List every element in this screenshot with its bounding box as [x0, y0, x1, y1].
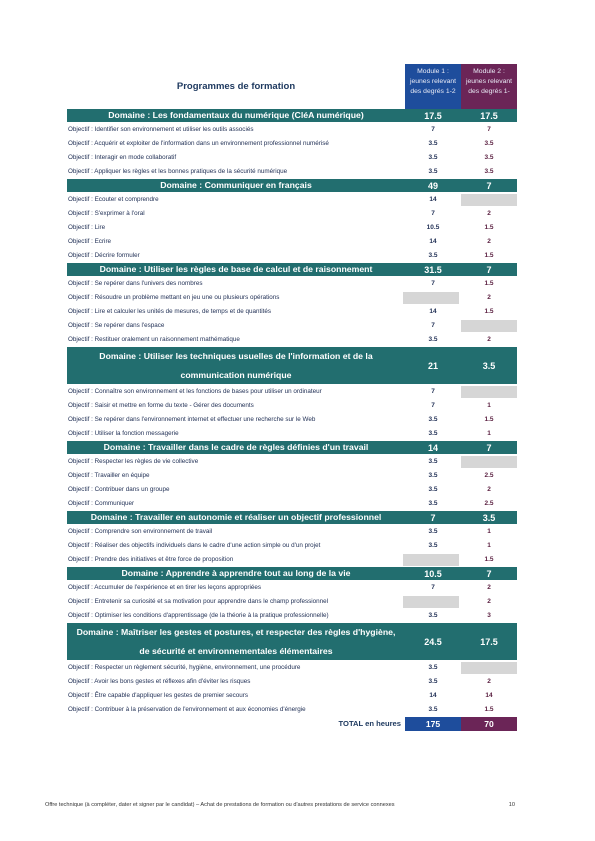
objective-hours-module1: 3.5 — [428, 154, 438, 161]
domain-hours-module1: 24.5 — [424, 636, 442, 647]
objective-row — [67, 123, 517, 137]
domain-hours-module1: 7 — [430, 512, 436, 523]
objective-hours-module1: 3.5 — [428, 528, 438, 535]
objective-row — [67, 319, 517, 333]
domain-hours-module1: 49 — [427, 180, 438, 191]
table-header — [67, 64, 517, 109]
objective-row — [67, 689, 517, 703]
domain-row — [67, 567, 517, 581]
objective-row — [67, 151, 517, 165]
objective-label: Objectif : Se repérer dans l'environnement internet et effectuer une recherche sur le Web — [68, 416, 316, 423]
objective-hours-module2: 1.5 — [484, 556, 494, 563]
objective-label: Objectif : Appliquer les règles et les bonnes pratiques de la sécurité numérique — [68, 168, 288, 175]
domain-label: Domaine : Communiquer en français — [160, 180, 312, 190]
objective-label: Objectif : Contribuer dans un groupe — [68, 486, 170, 493]
objective-hours-module2: 1.5 — [484, 706, 494, 713]
domain-label: Domaine : Apprendre à apprendre tout au long de la vie — [121, 568, 351, 578]
objective-row — [67, 595, 517, 609]
objective-row — [67, 333, 517, 347]
objective-label: Objectif : Optimiser les conditions d'apprentissage (de la théorie à la pratique professionnelle) — [68, 612, 329, 619]
domain-label: Domaine : Maîtriser les gestes et postures, et respecter des règles d'hygiène, de sécurité et environnementales élémentaires — [76, 626, 396, 656]
objective-row — [67, 207, 517, 221]
objective-hours-module2: 1.5 — [484, 280, 494, 287]
domain-row — [67, 347, 517, 385]
objective-hours-module1: 7 — [431, 126, 435, 133]
objective-hours-module1: 3.5 — [428, 458, 438, 465]
domain-row — [67, 109, 517, 123]
objective-hours-module2: 3.5 — [484, 154, 494, 161]
objective-label: Objectif : Contribuer à la préservation de l'environnement et aux économies d'énergie — [68, 706, 306, 713]
objective-row — [67, 137, 517, 151]
domain-hours-module2: 3.5 — [482, 360, 496, 371]
domain-label: Domaine : Les fondamentaux du numérique (CléA numérique) — [108, 110, 364, 120]
objective-label: Objectif : Lire — [68, 224, 106, 231]
objective-hours-module2: 2 — [487, 210, 491, 217]
domain-hours-module2: 7 — [486, 180, 492, 191]
objective-hours-module1: 7 — [431, 280, 435, 287]
objective-hours-module1: 7 — [431, 388, 435, 395]
objective-hours-module2: 2.5 — [484, 500, 494, 507]
objective-row — [67, 609, 517, 623]
objective-label: Objectif : Acquérir et exploiter de l'information dans un environnement professionnel numérisé — [68, 140, 329, 147]
objective-label: Objectif : Décrire formuler — [68, 252, 140, 259]
total-label: TOTAL en heures — [338, 719, 401, 728]
objective-row — [67, 291, 517, 305]
objective-label: Objectif : Se repérer dans l'espace — [68, 322, 165, 329]
objective-label: Objectif : Identifier son environnement et utiliser les outils associés — [68, 126, 254, 133]
objective-label: Objectif : Travailler en équipe — [68, 472, 150, 479]
objective-hours-module1: 3.5 — [428, 336, 438, 343]
objective-hours-module1: 3.5 — [428, 430, 438, 437]
page-footer — [45, 802, 515, 808]
objective-row — [67, 305, 517, 319]
objective-label: Objectif : Connaître son environnement et les fonctions de bases pour utiliser un ordinateur — [68, 388, 322, 395]
module1-header: Module 1 : jeunes relevant des degrés 1-2 — [405, 64, 461, 109]
objective-hours-module2: 14 — [485, 692, 493, 699]
objective-hours-module1: 3.5 — [428, 252, 438, 259]
objective-hours-module1: 3.5 — [428, 612, 438, 619]
objective-row — [67, 525, 517, 539]
objective-row — [67, 455, 517, 469]
objective-label: Objectif : Respecter un règlement sécurité, hygiène, environnement, une procédure — [68, 664, 301, 671]
objective-hours-module1: 3.5 — [428, 416, 438, 423]
objective-hours-module1: 7 — [431, 322, 435, 329]
objective-hours-module1: 14 — [429, 692, 437, 699]
objective-row — [67, 221, 517, 235]
objective-hours-module1: 7 — [431, 402, 435, 409]
domain-hours-module1: 17.5 — [424, 110, 442, 121]
objective-hours-module1: 14 — [429, 238, 437, 245]
objective-hours-module1: 3.5 — [428, 706, 438, 713]
objective-label: Objectif : Se repérer dans l'univers des nombres — [68, 280, 203, 287]
empty-cell-module2 — [461, 194, 517, 206]
empty-cell-module2 — [461, 456, 517, 468]
total-row — [67, 717, 517, 731]
objective-hours-module1: 3.5 — [428, 500, 438, 507]
objective-label: Objectif : Être capable d'appliquer les gestes de premier secours — [68, 692, 249, 699]
objective-row — [67, 661, 517, 675]
objective-hours-module1: 3.5 — [428, 140, 438, 147]
objective-hours-module2: 3.5 — [484, 168, 494, 175]
empty-cell-module2 — [461, 320, 517, 332]
objective-hours-module2: 2 — [487, 336, 491, 343]
objective-label: Objectif : Entretenir sa curiosité et sa motivation pour apprendre dans le champ professionnel — [68, 598, 329, 605]
domain-row — [67, 623, 517, 661]
objective-hours-module2: 1 — [487, 542, 491, 549]
objective-row — [67, 413, 517, 427]
objective-hours-module1: 7 — [431, 210, 435, 217]
domain-label: Domaine : Travailler dans le cadre de règles définies d'un travail — [103, 442, 369, 452]
objective-hours-module2: 7 — [487, 126, 491, 133]
objective-hours-module2: 1.5 — [484, 308, 494, 315]
page-title: Programmes de formation — [176, 81, 296, 92]
objective-hours-module1: 3.5 — [428, 168, 438, 175]
objective-label: Objectif : Réaliser des objectifs individuels dans le cadre d'une action simple ou d'un projet — [68, 542, 321, 549]
total-hours-module2: 70 — [461, 717, 517, 731]
empty-cell-module2 — [461, 662, 517, 674]
objective-row — [67, 469, 517, 483]
objective-hours-module1: 7 — [431, 584, 435, 591]
objective-hours-module2: 1 — [487, 430, 491, 437]
objective-row — [67, 235, 517, 249]
objective-label: Objectif : Ecrire — [68, 238, 112, 245]
objective-hours-module2: 1.5 — [484, 252, 494, 259]
objective-row — [67, 581, 517, 595]
objective-row — [67, 675, 517, 689]
objective-hours-module1: 3.5 — [428, 678, 438, 685]
domain-hours-module2: 7 — [486, 264, 492, 275]
domain-label: Domaine : Travailler en autonomie et réaliser un objectif professionnel — [90, 512, 382, 522]
domain-row — [67, 179, 517, 193]
objective-hours-module1: 3.5 — [428, 486, 438, 493]
footer-text: Offre technique (à compléter, dater et signer par le candidat) – Achat de prestations de formation ou d'autres prestations de service connexes — [45, 802, 395, 808]
objective-hours-module1: 3.5 — [428, 542, 438, 549]
objective-hours-module2: 2.5 — [484, 472, 494, 479]
objective-label: Objectif : Communiquer — [68, 500, 135, 507]
objective-hours-module2: 2 — [487, 598, 491, 605]
objective-hours-module2: 1 — [487, 402, 491, 409]
objective-label: Objectif : Prendre des initiatives et être force de proposition — [68, 556, 234, 563]
training-table — [67, 109, 517, 731]
domain-hours-module2: 7 — [486, 442, 492, 453]
domain-hours-module2: 3.5 — [482, 512, 496, 523]
module2-header: Module 2 : jeunes relevant des degrés 1- — [461, 64, 517, 109]
objective-label: Objectif : Restituer oralement un raisonnement mathématique — [68, 336, 240, 343]
empty-cell-module1 — [403, 554, 459, 566]
objective-row — [67, 399, 517, 413]
objective-label: Objectif : Résoudre un problème mettant en jeu une ou plusieurs opérations — [68, 294, 280, 301]
objective-label: Objectif : Ecouter et comprendre — [68, 196, 159, 203]
objective-label: Objectif : Interagir en mode collaboratif — [68, 154, 177, 161]
objective-hours-module2: 2 — [487, 238, 491, 245]
domain-label: Domaine : Utiliser les règles de base de calcul et de raisonnement — [99, 264, 373, 274]
objective-hours-module1: 14 — [429, 308, 437, 315]
page-number: 10 — [508, 802, 515, 808]
objective-hours-module2: 2 — [487, 584, 491, 591]
objective-row — [67, 385, 517, 399]
empty-cell-module1 — [403, 292, 459, 304]
objective-hours-module1: 3.5 — [428, 472, 438, 479]
objective-hours-module1: 10.5 — [426, 224, 440, 231]
objective-hours-module2: 3.5 — [484, 140, 494, 147]
objective-hours-module2: 1.5 — [484, 224, 494, 231]
objective-row — [67, 539, 517, 553]
objective-row — [67, 483, 517, 497]
objective-label: Objectif : Respecter les règles de vie collective — [68, 458, 199, 465]
empty-cell-module2 — [461, 386, 517, 398]
objective-label: Objectif : Lire et calculer les unités de mesures, de temps et de quantités — [68, 308, 272, 315]
objective-hours-module2: 2 — [487, 294, 491, 301]
domain-hours-module2: 17.5 — [480, 110, 498, 121]
domain-hours-module1: 31.5 — [424, 264, 442, 275]
domain-hours-module1: 21 — [427, 360, 438, 371]
domain-row — [67, 441, 517, 455]
objective-hours-module2: 3 — [487, 612, 491, 619]
objective-hours-module2: 1 — [487, 528, 491, 535]
total-hours-module1: 175 — [405, 717, 461, 731]
objective-row — [67, 277, 517, 291]
objective-row — [67, 703, 517, 717]
domain-row — [67, 263, 517, 277]
domain-hours-module1: 10.5 — [424, 568, 442, 579]
objective-label: Objectif : Comprendre son environnement de travail — [68, 528, 213, 535]
objective-hours-module2: 1.5 — [484, 416, 494, 423]
domain-label: Domaine : Utiliser les techniques usuelles de l'information et de la communication numérique — [99, 350, 373, 380]
domain-hours-module2: 17.5 — [480, 636, 498, 647]
domain-hours-module2: 7 — [486, 568, 492, 579]
objective-hours-module1: 14 — [429, 196, 437, 203]
empty-cell-module1 — [403, 596, 459, 608]
objective-label: Objectif : Avoir les bons gestes et réflexes afin d'éviter les risques — [68, 678, 251, 685]
objective-row — [67, 193, 517, 207]
domain-hours-module1: 14 — [427, 442, 438, 453]
objective-hours-module2: 2 — [487, 486, 491, 493]
objective-label: Objectif : Utiliser la fonction messagerie — [68, 430, 179, 437]
objective-label: Objectif : Accumuler de l'expérience et en tirer les leçons appropriées — [68, 584, 262, 591]
objective-hours-module2: 2 — [487, 678, 491, 685]
objective-hours-module1: 3.5 — [428, 664, 438, 671]
objective-label: Objectif : Saisir et mettre en forme du texte - Gérer des documents — [68, 402, 254, 409]
domain-row — [67, 511, 517, 525]
objective-label: Objectif : S'exprimer à l'oral — [68, 210, 145, 217]
